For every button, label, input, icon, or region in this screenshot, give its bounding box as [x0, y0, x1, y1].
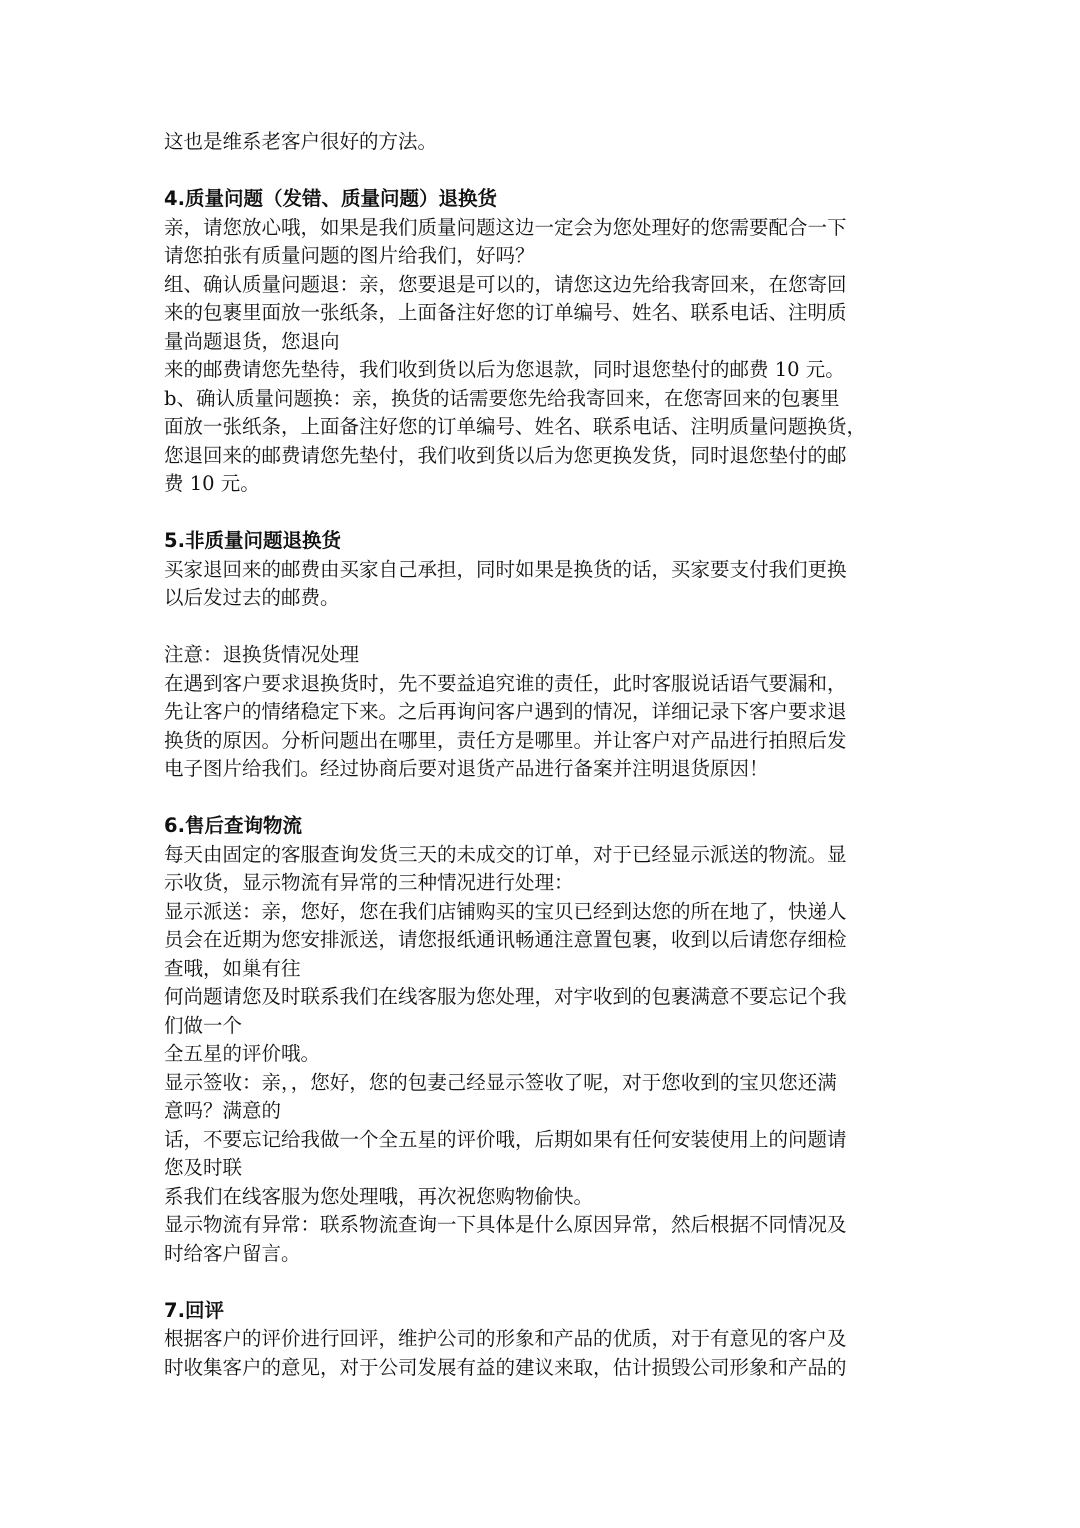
section6-heading: 6.售后查询物流: [164, 814, 302, 837]
section6-line: 员会在近期为您安排派送，请您报纸通讯畅通注意置包裹，收到以后请您存细检: [164, 928, 847, 951]
section7-line: 时收集客户的意见，对于公司发展有益的建议来取，估计损毁公司形象和产品的: [164, 1355, 847, 1379]
section4-heading: 4.质量问题（发错、质量问题）退换货: [164, 187, 497, 210]
note-heading: 注意：退换货情况处理: [164, 643, 360, 666]
section7-line: 根据客户的评价进行回评，维护公司的形象和产品的优质，对于有意见的客户及: [164, 1327, 847, 1350]
section6-line: 全五星的评价哦。: [164, 1042, 321, 1065]
section4-line: 来的包裹里面放一张纸条，上面备注好您的订单编号、姓名、联系电话、注明质: [164, 301, 847, 324]
section4-line: 亲，请您放心哦，如果是我们质量问题这边一定会为您处理好的您需要配合一下: [164, 215, 847, 239]
section4-line: b、确认质量问题换：亲，换货的话需要您先给我寄回来，在您寄回来的包裹里: [164, 386, 840, 410]
section4-line: 您退回来的邮费请您先垫付，我们收到货以后为您更换发货，同时退您垫付的邮: [164, 443, 847, 467]
section6-line: 显示派送：亲，您好，您在我们店铺购买的宝贝已经到达您的所在地了，快递人: [164, 899, 847, 923]
section6-line: 意吗？满意的: [164, 1099, 282, 1122]
section6-line: 每天由固定的客服查询发货三天的未成交的订单，对于已经显示派送的物流。显: [164, 842, 847, 866]
document-page: [164, 128, 920, 1382]
section5-line: 以后发过去的邮费。: [164, 586, 340, 609]
section6-line: 话，不要忘记给我做一个全五星的评价哦，后期如果有任何安装使用上的问题请: [164, 1127, 847, 1151]
section4-line: 请您拍张有质量问题的图片给我们，好吗？: [164, 244, 535, 267]
paragraph-gap: [164, 499, 920, 528]
note-line: 在遇到客户要求退换货时，先不要益追究谁的责任，此时客服说话语气要漏和，: [164, 671, 847, 695]
section6-line: 们做一个: [164, 1013, 243, 1037]
section5-heading: 5.非质量问题退换货: [164, 529, 341, 552]
section4-line: 费 10 元。: [164, 472, 260, 495]
section6-line: 示收货，显示物流有异常的三种情况进行处理：: [164, 871, 574, 894]
section5-line: 买家退回来的邮费由买家自己承担，同时如果是换货的话，买家要支付我们更换: [164, 557, 847, 581]
paragraph-gap: [164, 784, 920, 813]
note-line: 电子图片给我们。经过协商后要对退货产品进行备案并注明退货原因！: [164, 757, 769, 780]
section6-line: 系我们在线客服为您处理哦，再次祝您购物偷快。: [164, 1184, 594, 1208]
section6-line: 显示签收：亲，，您好，您的包妻己经显示签收了呢，对于您收到的宝贝您还满: [164, 1070, 837, 1094]
paragraph-gap: [164, 613, 920, 642]
section4-line: 组、确认质量问题退：亲，您要退是可以的，请您这边先给我寄回来，在您寄回: [164, 272, 847, 296]
section4-line: 面放一张纸条，上面备注好您的订单编号、姓名、联系电话、注明质量问题换货，: [164, 415, 867, 438]
section6-line: 查哦，如巢有往: [164, 956, 301, 980]
section6-line: 显示物流有异常：联系物流查询一下具体是什么原因异常，然后根据不同情况及: [164, 1213, 847, 1236]
paragraph-gap: [164, 1268, 920, 1297]
paragraph-gap: [164, 157, 920, 186]
note-line: 先让客户的情绪稳定下来。之后再询问客户遇到的情况，详细记录下客户要求退: [164, 700, 847, 723]
section6-line: 您及时联: [164, 1156, 243, 1179]
section4-line: 来的邮费请您先垫待，我们收到货以后为您退款，同时退您垫付的邮费 10 元。: [164, 358, 845, 381]
section6-line: 时给客户留言。: [164, 1241, 301, 1265]
section6-line: 何尚题请您及时联系我们在线客服为您处理，对宇收到的包裹满意不要忘记个我: [164, 985, 847, 1008]
note-line: 换货的原因。分析问题出在哪里，责任方是哪里。并让客户对产品进行拍照后发: [164, 728, 847, 752]
section4-line: 量尚题退货，您退向: [164, 329, 340, 353]
section7-heading: 7.回评: [164, 1298, 224, 1322]
intro-line: 这也是维系老客户很好的方法。: [164, 130, 438, 153]
